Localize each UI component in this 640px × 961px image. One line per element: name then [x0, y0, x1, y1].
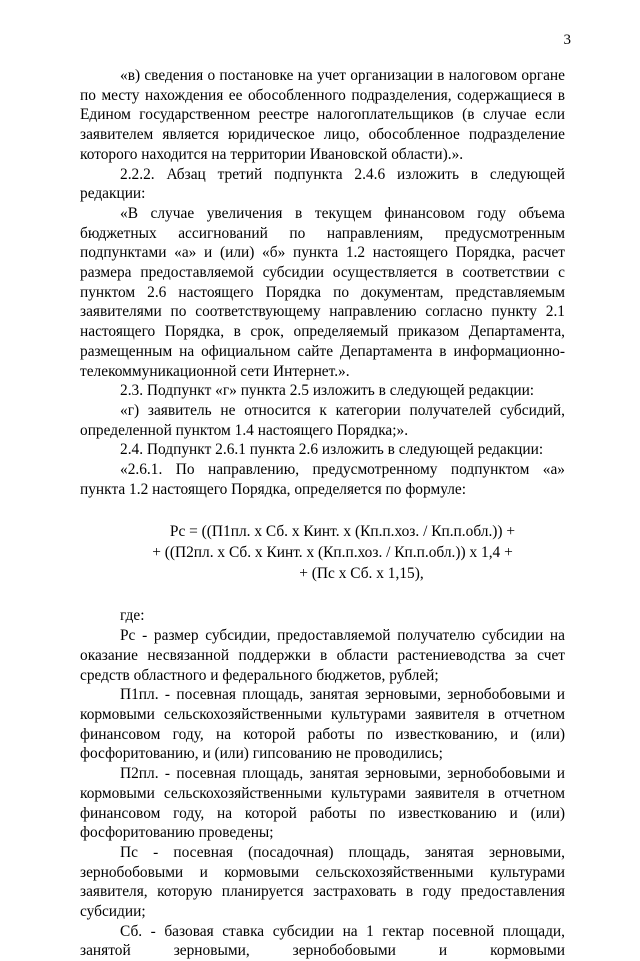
paragraph: «г) заявитель не относится к категории получателей субсидий, определенной пунктом 1.4 настоящего Порядка;».: [80, 401, 565, 439]
formula-line-3: + (Пс х Сб. х 1,15),: [299, 565, 424, 583]
paragraph: Пс - посевная (посадочная) площадь, занятая зерновыми, зернобобовыми и кормовыми сельскохозяйственными культурами заявителя, которую планируется застраховать в году предоставления субсидии;: [80, 843, 565, 921]
subsidy-formula: [80, 521, 565, 584]
page-number: 3: [563, 32, 571, 48]
paragraph: П2пл. - посевная площадь, занятая зерновыми, зернобобовыми и кормовыми сельскохозяйственными культурами заявителя в отчетном финансовом году, на которой работы по известкованию и (или) фосфоритованию проведены;: [80, 765, 565, 842]
paragraph: «2.6.1. По направлению, предусмотренному подпунктом «а» пункта 1.2 настоящего Порядка, определяется по формуле:: [80, 461, 565, 498]
paragraph: 2.3. Подпункт «г» пункта 2.5 изложить в следующей редакции:: [120, 382, 535, 400]
paragraph: П1пл. - посевная площадь, занятая зерновыми, зернобобовыми и кормовыми сельскохозяйственными культурами заявителя в отчетном финансовом году, на которой работы по известкованию, и (или) фосфоритованию, и (или) гипсованию не проводились;: [80, 686, 565, 763]
paragraph: Рс - размер субсидии, предоставляемой получателю субсидии на оказание несвязанной поддержки в области растениеводства за счет средств областного и федерального бюджетов, рублей;: [80, 627, 565, 684]
formula-line-1: Рс = ((П1пл. х Сб. х Кинт. х (Кп.п.хоз. / Кп.п.обл.)) +: [169, 523, 516, 541]
paragraph: 2.4. Подпункт 2.6.1 пункта 2.6 изложить в следующей редакции:: [120, 441, 544, 459]
paragraph: «в) сведения о постановке на учет организации в налоговом органе по месту нахождения ее обособленного подразделения, содержащиеся в Едином государственном реестре налогоплательщиков (в случае если заявителем является юридическое лицо, обособленное подразделение которого находится на территории Ивановской области).».: [80, 67, 565, 163]
formula-line-2: + ((П2пл. х Сб. х Кинт. х (Кп.п.хоз. / Кп.п.обл.)) х 1,4 +: [152, 544, 513, 562]
paragraph: Сб. - базовая ставка субсидии на 1 гектар посевной площади, занятой зерновыми, зернобобовыми и кормовыми: [80, 922, 565, 960]
document-body: [80, 66, 565, 961]
paragraph: где:: [120, 607, 145, 625]
paragraph: 2.2.2. Абзац третий подпункта 2.4.6 изложить в следующей редакции:: [80, 165, 565, 203]
paragraph: «В случае увеличения в текущем финансовом году объема бюджетных ассигнований по направлениям, предусмотренным подпунктами «а» и (или) «б» пункта 1.2 настоящего Порядка, расчет размера предоставляемой субсидии осуществляется в соответствии с пунктом 2.6 настоящего Порядка по документам, представляемым заявителями по соответствующему направлению согласно пункту 2.1 настоящего Порядка, в срок, определяемый приказом Департамента, размещенным на официальном сайте Департамента в информационно-телекоммуникационной сети Интернет.».: [80, 204, 565, 380]
